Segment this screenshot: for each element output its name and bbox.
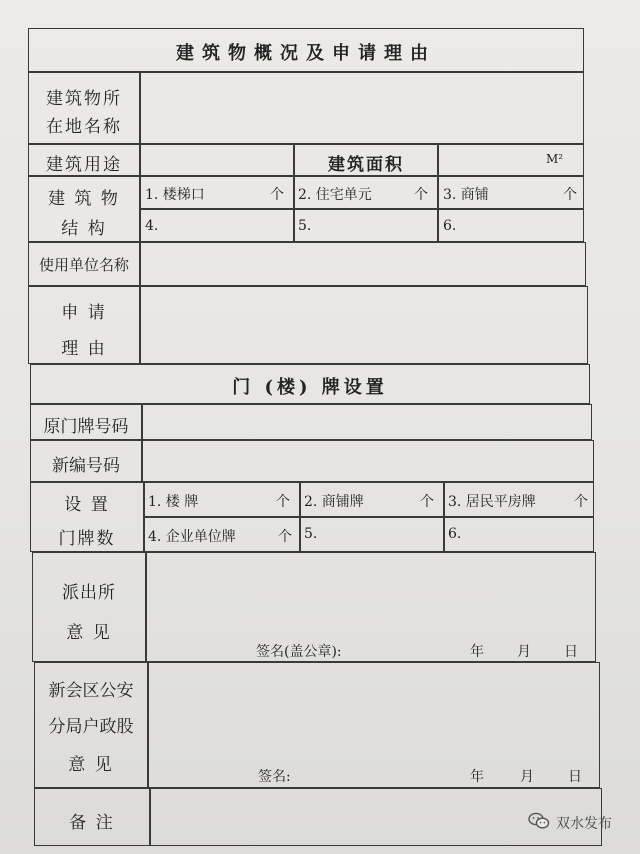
structure-unit-2: 个 xyxy=(414,187,428,203)
count-item-3: 3. 居民平房牌 xyxy=(448,494,536,510)
user-unit-label: 使用单位名称 xyxy=(38,256,129,274)
bureau-label-line1: 新会区公安 xyxy=(48,681,134,701)
bureau-date-year: 年 xyxy=(470,769,484,785)
wechat-icon xyxy=(528,812,550,833)
new-number-label: 新编号码 xyxy=(52,456,120,476)
count-label-line1: 设 置 xyxy=(64,495,110,515)
address-value-cell xyxy=(140,72,584,144)
count-cell-6 xyxy=(444,517,594,552)
use-label: 建筑用途 xyxy=(46,155,122,175)
remarks-label: 备 注 xyxy=(69,813,115,833)
structure-item-6: 6. xyxy=(443,218,457,234)
structure-label-line1: 建 筑 物 xyxy=(48,189,120,209)
old-number-label: 原门牌号码 xyxy=(43,417,129,437)
count-unit-3: 个 xyxy=(574,494,588,510)
police-date-day: 日 xyxy=(564,644,578,660)
reason-label-line2: 理 由 xyxy=(61,339,107,359)
structure-item-2: 2. 住宅单元 xyxy=(298,187,372,203)
structure-cell-4 xyxy=(140,209,294,242)
address-label-line1: 建筑物所 xyxy=(46,89,122,109)
count-unit-2: 个 xyxy=(420,494,434,510)
bureau-date-day: 日 xyxy=(568,769,582,785)
count-unit-1: 个 xyxy=(276,494,290,510)
police-date-month: 月 xyxy=(517,644,531,660)
count-item-5: 5. xyxy=(304,526,318,542)
count-item-4: 4. 企业单位牌 xyxy=(148,529,236,545)
reason-value-cell xyxy=(140,286,588,364)
structure-item-4: 4. xyxy=(145,218,159,234)
section2-title: 门 (楼) 牌设置 xyxy=(232,377,388,398)
section1-title: 建筑物概况及申请理由 xyxy=(176,43,436,64)
old-number-value-cell xyxy=(142,404,592,440)
structure-cell-5 xyxy=(294,209,438,242)
count-item-2: 2. 商铺牌 xyxy=(304,494,364,510)
area-label: 建筑面积 xyxy=(328,155,404,175)
area-unit: M² xyxy=(546,152,564,166)
count-item-6: 6. xyxy=(448,526,462,542)
structure-unit-1: 个 xyxy=(270,187,284,203)
bureau-label-line2: 分局户政股 xyxy=(48,717,134,737)
structure-label-line2: 结 构 xyxy=(61,219,107,239)
police-sign-label: 签名(盖公章): xyxy=(256,644,342,660)
new-number-value-cell xyxy=(142,440,594,482)
user-unit-value-cell xyxy=(140,242,586,286)
count-item-1: 1. 楼 牌 xyxy=(148,494,199,510)
structure-item-5: 5. xyxy=(298,218,312,234)
watermark-text: 双水发布 xyxy=(556,814,612,831)
use-value-cell xyxy=(140,144,294,176)
bureau-sign-label: 签名: xyxy=(258,769,291,785)
address-label-line2: 在地名称 xyxy=(46,117,122,137)
count-label-line2: 门牌数 xyxy=(58,529,116,549)
police-label-line1: 派出所 xyxy=(62,583,116,603)
watermark xyxy=(528,812,612,833)
reason-label-line1: 申 请 xyxy=(61,303,107,323)
bureau-date-month: 月 xyxy=(520,769,534,785)
police-label-line2: 意 见 xyxy=(66,623,112,643)
police-date-year: 年 xyxy=(470,644,484,660)
count-cell-5 xyxy=(300,517,444,552)
structure-item-3: 3. 商铺 xyxy=(443,187,489,203)
structure-cell-6 xyxy=(438,209,584,242)
structure-unit-3: 个 xyxy=(563,187,577,203)
police-label-cell xyxy=(32,552,146,662)
count-unit-4: 个 xyxy=(278,529,292,545)
structure-item-1: 1. 楼梯口 xyxy=(145,187,205,203)
bureau-label-line3: 意 见 xyxy=(68,755,114,775)
